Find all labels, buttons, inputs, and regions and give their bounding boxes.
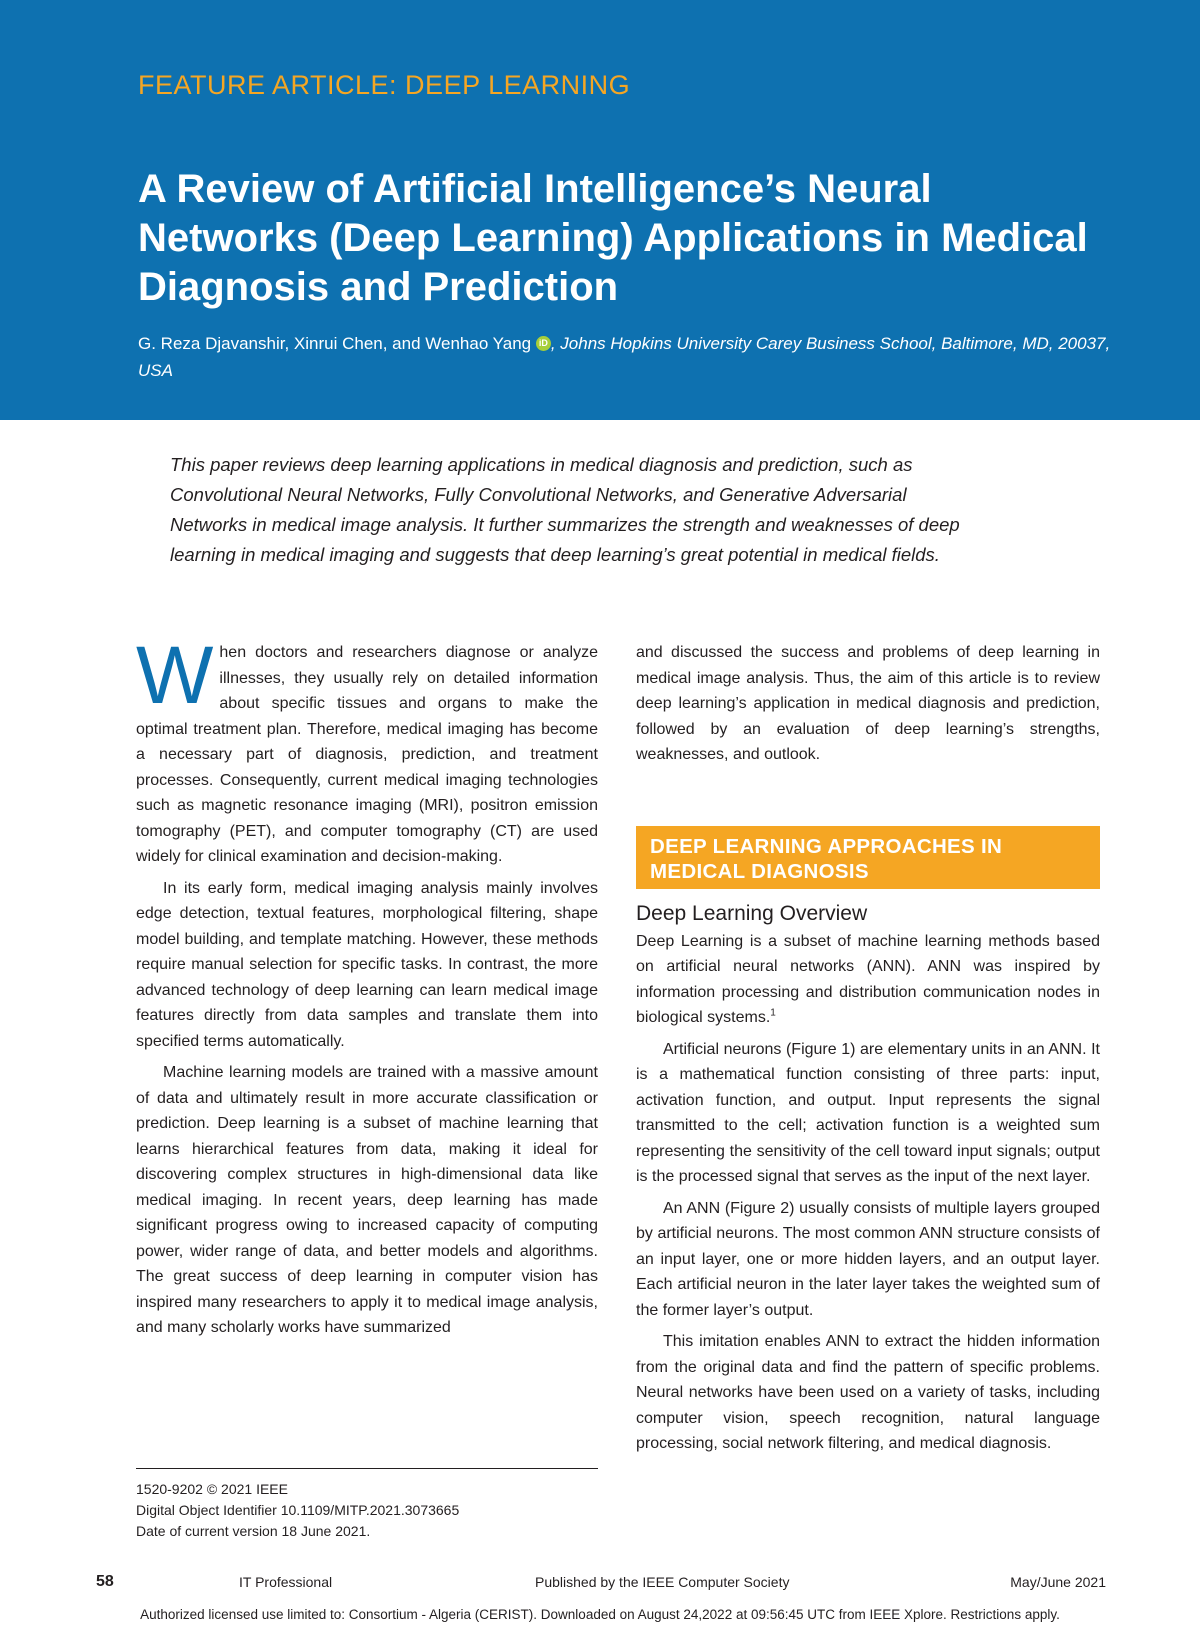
version-date-line: Date of current version 18 June 2021. xyxy=(136,1523,371,1539)
issn-line: 1520-9202 © 2021 IEEE xyxy=(136,1481,288,1497)
paragraph: An ANN (Figure 2) usually consists of multiple layers grouped by artificial neurons. The most common ANN structure consists of an input layer, one or more hidden layers, and an output layer. Each artificial neuron in the later layer takes the weighted sum of the former layer’s output. xyxy=(636,1199,1100,1319)
page-number: 58 xyxy=(96,1573,114,1590)
paragraph: Machine learning models are trained with a massive amount of data and ultimately result in more accurate classification or prediction. Deep learning is a subset of machine learning that learns hierarchical features from data, making it ideal for discovering complex structures in high-dimensional data like medical imaging. In recent years, deep learning has made significant progress owing to increased capacity of computing power, wider range of data, and better models and algorithms. The great success of deep learning in computer vision has inspired many researchers to apply it to medical image analysis, and many scholarly works have summarized xyxy=(136,1064,598,1336)
paragraph: Artificial neurons (Figure 1) are elementary units in an ANN. It is a mathematical function consisting of three parts: input, activation function, and output. Input represents the signal transmitted to the cell; activation function is a weighted sum representing the sensitivity of the cell toward input signals; output is the processed signal that serves as the input of the next layer. xyxy=(636,1040,1100,1185)
article-kicker: FEATURE ARTICLE: DEEP LEARNING xyxy=(138,70,631,100)
license-notice: Authorized licensed use limited to: Consortium - Algeria (CERIST). Downloaded on August 24,2022 at 09:56:45 UTC from IEEE Xplore. Restrictions apply. xyxy=(140,1607,1060,1622)
paragraph-intro-text: hen doctors and researchers diagnose or analyze illnesses, they usually rely on detailed information about specific tissues and organs to make the optimal treatment plan. Therefore, medical imaging has become a necessary part of diagnosis, prediction, and treatment processes. Consequently, current medical imaging technologies such as magnetic resonance imaging (MRI), positron emission tomography (PET), and computer tomography (CT) are used widely for clinical examination and decision-making. xyxy=(136,644,598,865)
subsection-heading: Deep Learning Overview xyxy=(636,901,868,925)
orcid-icon[interactable]: iD xyxy=(536,336,551,351)
article-title: A Review of Artificial Intelligence’s Neural Networks (Deep Learning) Applications in Medical Diagnosis and Prediction xyxy=(138,167,1088,309)
journal-name: IT Professional xyxy=(239,1574,333,1590)
drop-cap: W xyxy=(136,630,214,721)
author-line xyxy=(138,330,1118,384)
reference-marker[interactable]: 1 xyxy=(770,1007,776,1019)
abstract: This paper reviews deep learning applications in medical diagnosis and prediction, such as Convolutional Neural Networks, Fully Convolutional Networks, and Generative Adversarial Networks in medical image analysis. It further summarizes the strength and weaknesses of deep learning in medical imaging and suggests that deep learning’s great potential in medical fields. xyxy=(170,454,960,565)
right-column xyxy=(636,640,1100,1457)
author-affiliation: , Johns Hopkins University Carey Business School, Baltimore, MD, 20037, USA xyxy=(138,334,1111,380)
paragraph: In its early form, medical imaging analysis mainly involves edge detection, textual features, morphological filtering, shape model building, and template matching. However, these methods require manual selection for specific tasks. In contrast, the more advanced technology of deep learning can learn medical image features directly from data samples and translate them into specified terms automatically. xyxy=(136,879,598,1050)
paragraph-intro xyxy=(136,630,598,870)
publisher-line: Published by the IEEE Computer Society xyxy=(535,1574,790,1590)
left-column xyxy=(136,630,598,1341)
copyright-footnote xyxy=(136,1468,598,1542)
issue-date: May/June 2021 xyxy=(1010,1574,1106,1590)
header-banner xyxy=(0,0,1200,420)
paragraph: and discussed the success and problems of deep learning in medical image analysis. Thus, the aim of this article is to review deep learning’s application in medical diagnosis and prediction, followed by an evaluation of deep learning’s strengths, weaknesses, and outlook. xyxy=(636,644,1100,763)
paragraph: This imitation enables ANN to extract the hidden information from the original data and find the pattern of specific problems. Neural networks have been used on a variety of tasks, including computer vision, speech recognition, natural language processing, social network filtering, and medical diagnosis. xyxy=(636,1333,1100,1452)
doi-line[interactable]: Digital Object Identifier 10.1109/MITP.2021.3073665 xyxy=(136,1502,460,1518)
paragraph xyxy=(636,929,1100,1031)
author-names: G. Reza Djavanshir, Xinrui Chen, and Wenhao Yang xyxy=(138,334,532,353)
paragraph-text: Deep Learning is a subset of machine learning methods based on artificial neural networks (ANN). ANN was inspired by information processing and distribution communication nodes in biological systems. xyxy=(636,932,1100,1026)
section-heading: DEEP LEARNING APPROACHES IN MEDICAL DIAGNOSIS xyxy=(636,826,1100,889)
page-footer xyxy=(96,1573,1106,1595)
